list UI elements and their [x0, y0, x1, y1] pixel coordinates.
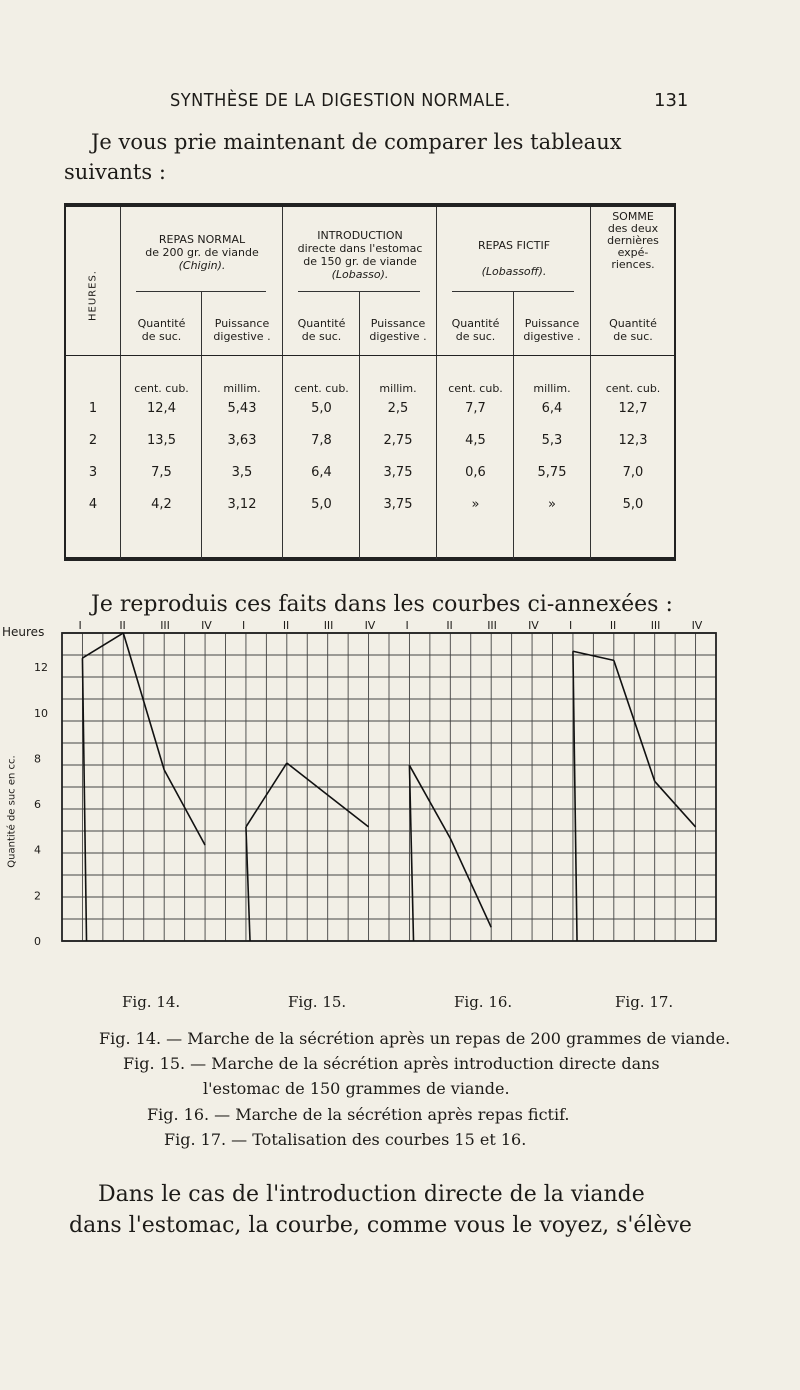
hour-tick-label: I — [78, 619, 82, 632]
y-tick-label: 8 — [34, 752, 41, 766]
data-table — [64, 203, 676, 561]
table-cell: 12,7 — [618, 401, 648, 416]
table-row-hour: 1 — [88, 401, 98, 416]
unit-cell: cent. cub. — [605, 382, 661, 395]
chart-ticks — [78, 619, 702, 632]
table-cell: 3,63 — [227, 433, 257, 448]
caption-fig-15: Fig. 15. — Marche de la sécrétion après introduction directe dans — [123, 1054, 660, 1073]
group-header-somme: SOMME des deux dernières expé- riences. — [607, 210, 659, 271]
table-cell: 4,2 — [151, 497, 172, 512]
table-cell: » — [548, 497, 556, 512]
table-cell: 7,8 — [311, 433, 332, 448]
unit-cell: millim. — [379, 382, 417, 395]
fig-label: Fig. 14. — [122, 993, 181, 1011]
table-cell: 2,5 — [387, 401, 409, 416]
intro-line-1: Je vous prie maintenant de comparer les tableaux — [91, 130, 622, 154]
hour-tick-label: IV — [691, 619, 703, 632]
table-cell: 5,0 — [622, 497, 644, 512]
subheader-quantite-3: Quantité de suc. — [451, 317, 500, 343]
hour-tick-label: II — [282, 619, 290, 632]
fig-label: Fig. 16. — [454, 993, 513, 1011]
table-cell: 12,3 — [618, 433, 648, 448]
hour-tick-label: III — [487, 619, 497, 632]
reproduce-line: Je reproduis ces faits dans les courbes ci-annexées : — [91, 592, 673, 617]
subheader-quantite-1: Quantité de suc. — [137, 317, 186, 343]
page-number: 131 — [654, 90, 689, 111]
table-row-hour: 3 — [88, 465, 98, 480]
hour-tick-label: I — [568, 619, 573, 632]
table-cell: 5,3 — [541, 433, 563, 448]
table-cell: 4,5 — [465, 433, 486, 448]
table-cell: 5,43 — [227, 401, 257, 416]
subheader-puissance-3: Puissance digestive . — [523, 317, 581, 343]
x-axis-label: Heures — [2, 625, 45, 639]
hour-tick-label: II — [119, 619, 126, 632]
y-tick-label: 12 — [34, 661, 48, 675]
unit-cell: cent. cub. — [134, 382, 189, 395]
table-cell: 3,12 — [227, 497, 257, 512]
hour-tick-label: IV — [201, 619, 212, 632]
table-row-hour: 4 — [88, 497, 98, 512]
table-cell: 7,0 — [622, 465, 644, 480]
fig-label: Fig. 17. — [615, 993, 674, 1011]
hour-tick-label: IV — [364, 619, 376, 632]
table-cell: 6,4 — [541, 401, 563, 416]
hour-tick-label: II — [609, 619, 617, 632]
intro-line-2: suivants : — [64, 160, 166, 184]
table-cell: 5,0 — [311, 497, 332, 512]
y-tick-label: 2 — [34, 889, 41, 903]
y-axis-label: Quantité de suc en cc. — [6, 755, 18, 868]
hour-tick-label: III — [160, 619, 170, 632]
caption-fig-16: Fig. 16. — Marche de la sécrétion après repas fictif. — [147, 1105, 570, 1124]
table-cell: 7,7 — [465, 401, 486, 416]
subheader-puissance-2: Puissance digestive . — [369, 317, 427, 343]
table-cell: 13,5 — [147, 433, 176, 448]
hour-tick-label: I — [241, 619, 246, 632]
subheader-quantite-4: Quantité de suc. — [609, 317, 657, 343]
sécrétion-chart — [0, 618, 800, 958]
unit-cell: millim. — [223, 382, 261, 395]
hour-tick-label: IV — [528, 619, 539, 632]
table-cell: 0,6 — [465, 465, 486, 480]
closing-line-2: dans l'estomac, la courbe, comme vous le voyez, s'élève — [69, 1213, 692, 1238]
table-cell: 3,75 — [383, 497, 413, 512]
closing-line-1: Dans le cas de l'introduction directe de la viande — [98, 1182, 645, 1207]
table-cell: 6,4 — [311, 465, 332, 480]
running-head: SYNTHÈSE DE LA DIGESTION NORMALE. — [170, 90, 511, 111]
table-row-hour: 2 — [88, 433, 98, 448]
caption-fig-14: Fig. 14. — Marche de la sécrétion après un repas de 200 grammes de viande. — [99, 1029, 731, 1048]
curve-segment — [82, 658, 86, 941]
heures-label: HEURES. — [87, 270, 99, 321]
subheader-puissance-1: Puissance digestive . — [213, 317, 271, 343]
y-tick-label: 10 — [34, 706, 48, 720]
y-tick-label: 6 — [34, 798, 41, 812]
caption-fig-17: Fig. 17. — Totalisation des courbes 15 et 16. — [164, 1130, 527, 1149]
y-tick-label: 0 — [34, 935, 41, 948]
hour-tick-label: II — [446, 619, 453, 632]
table-cell: 3,75 — [383, 465, 413, 480]
table-cell: 2,75 — [383, 433, 413, 448]
group-header-repas-fictif: REPAS FICTIF (Lobassoff). — [477, 239, 551, 278]
fig-label: Fig. 15. — [288, 993, 347, 1011]
group-header-repas-normal: REPAS NORMAL de 200 gr. de viande (Chigin). — [145, 233, 259, 272]
table-cell: » — [471, 497, 480, 512]
table-cell: 5,75 — [537, 465, 567, 480]
curve-segment — [246, 827, 250, 941]
table-cell: 3,5 — [231, 465, 253, 480]
unit-cell: cent. cub. — [448, 382, 503, 395]
y-tick-label: 4 — [34, 843, 41, 857]
table-cell: 7,5 — [151, 465, 172, 480]
chart-yticks — [34, 661, 48, 948]
group-header-introduction: INTRODUCTION directe dans l'estomac de 150 gr. de viande (Lobasso). — [297, 229, 423, 281]
hour-tick-label: I — [405, 619, 409, 632]
hour-tick-label: III — [650, 619, 661, 632]
subheader-quantite-2: Quantité de suc. — [297, 317, 346, 343]
curve-segment — [573, 651, 577, 941]
unit-cell: millim. — [533, 382, 571, 395]
hour-tick-label: III — [323, 619, 334, 632]
table-cell: 12,4 — [147, 401, 176, 416]
caption-fig-15-cont: l'estomac de 150 grammes de viande. — [203, 1079, 510, 1098]
unit-cell: cent. cub. — [294, 382, 349, 395]
chart-grid — [62, 633, 716, 941]
table-cell: 5,0 — [311, 401, 332, 416]
